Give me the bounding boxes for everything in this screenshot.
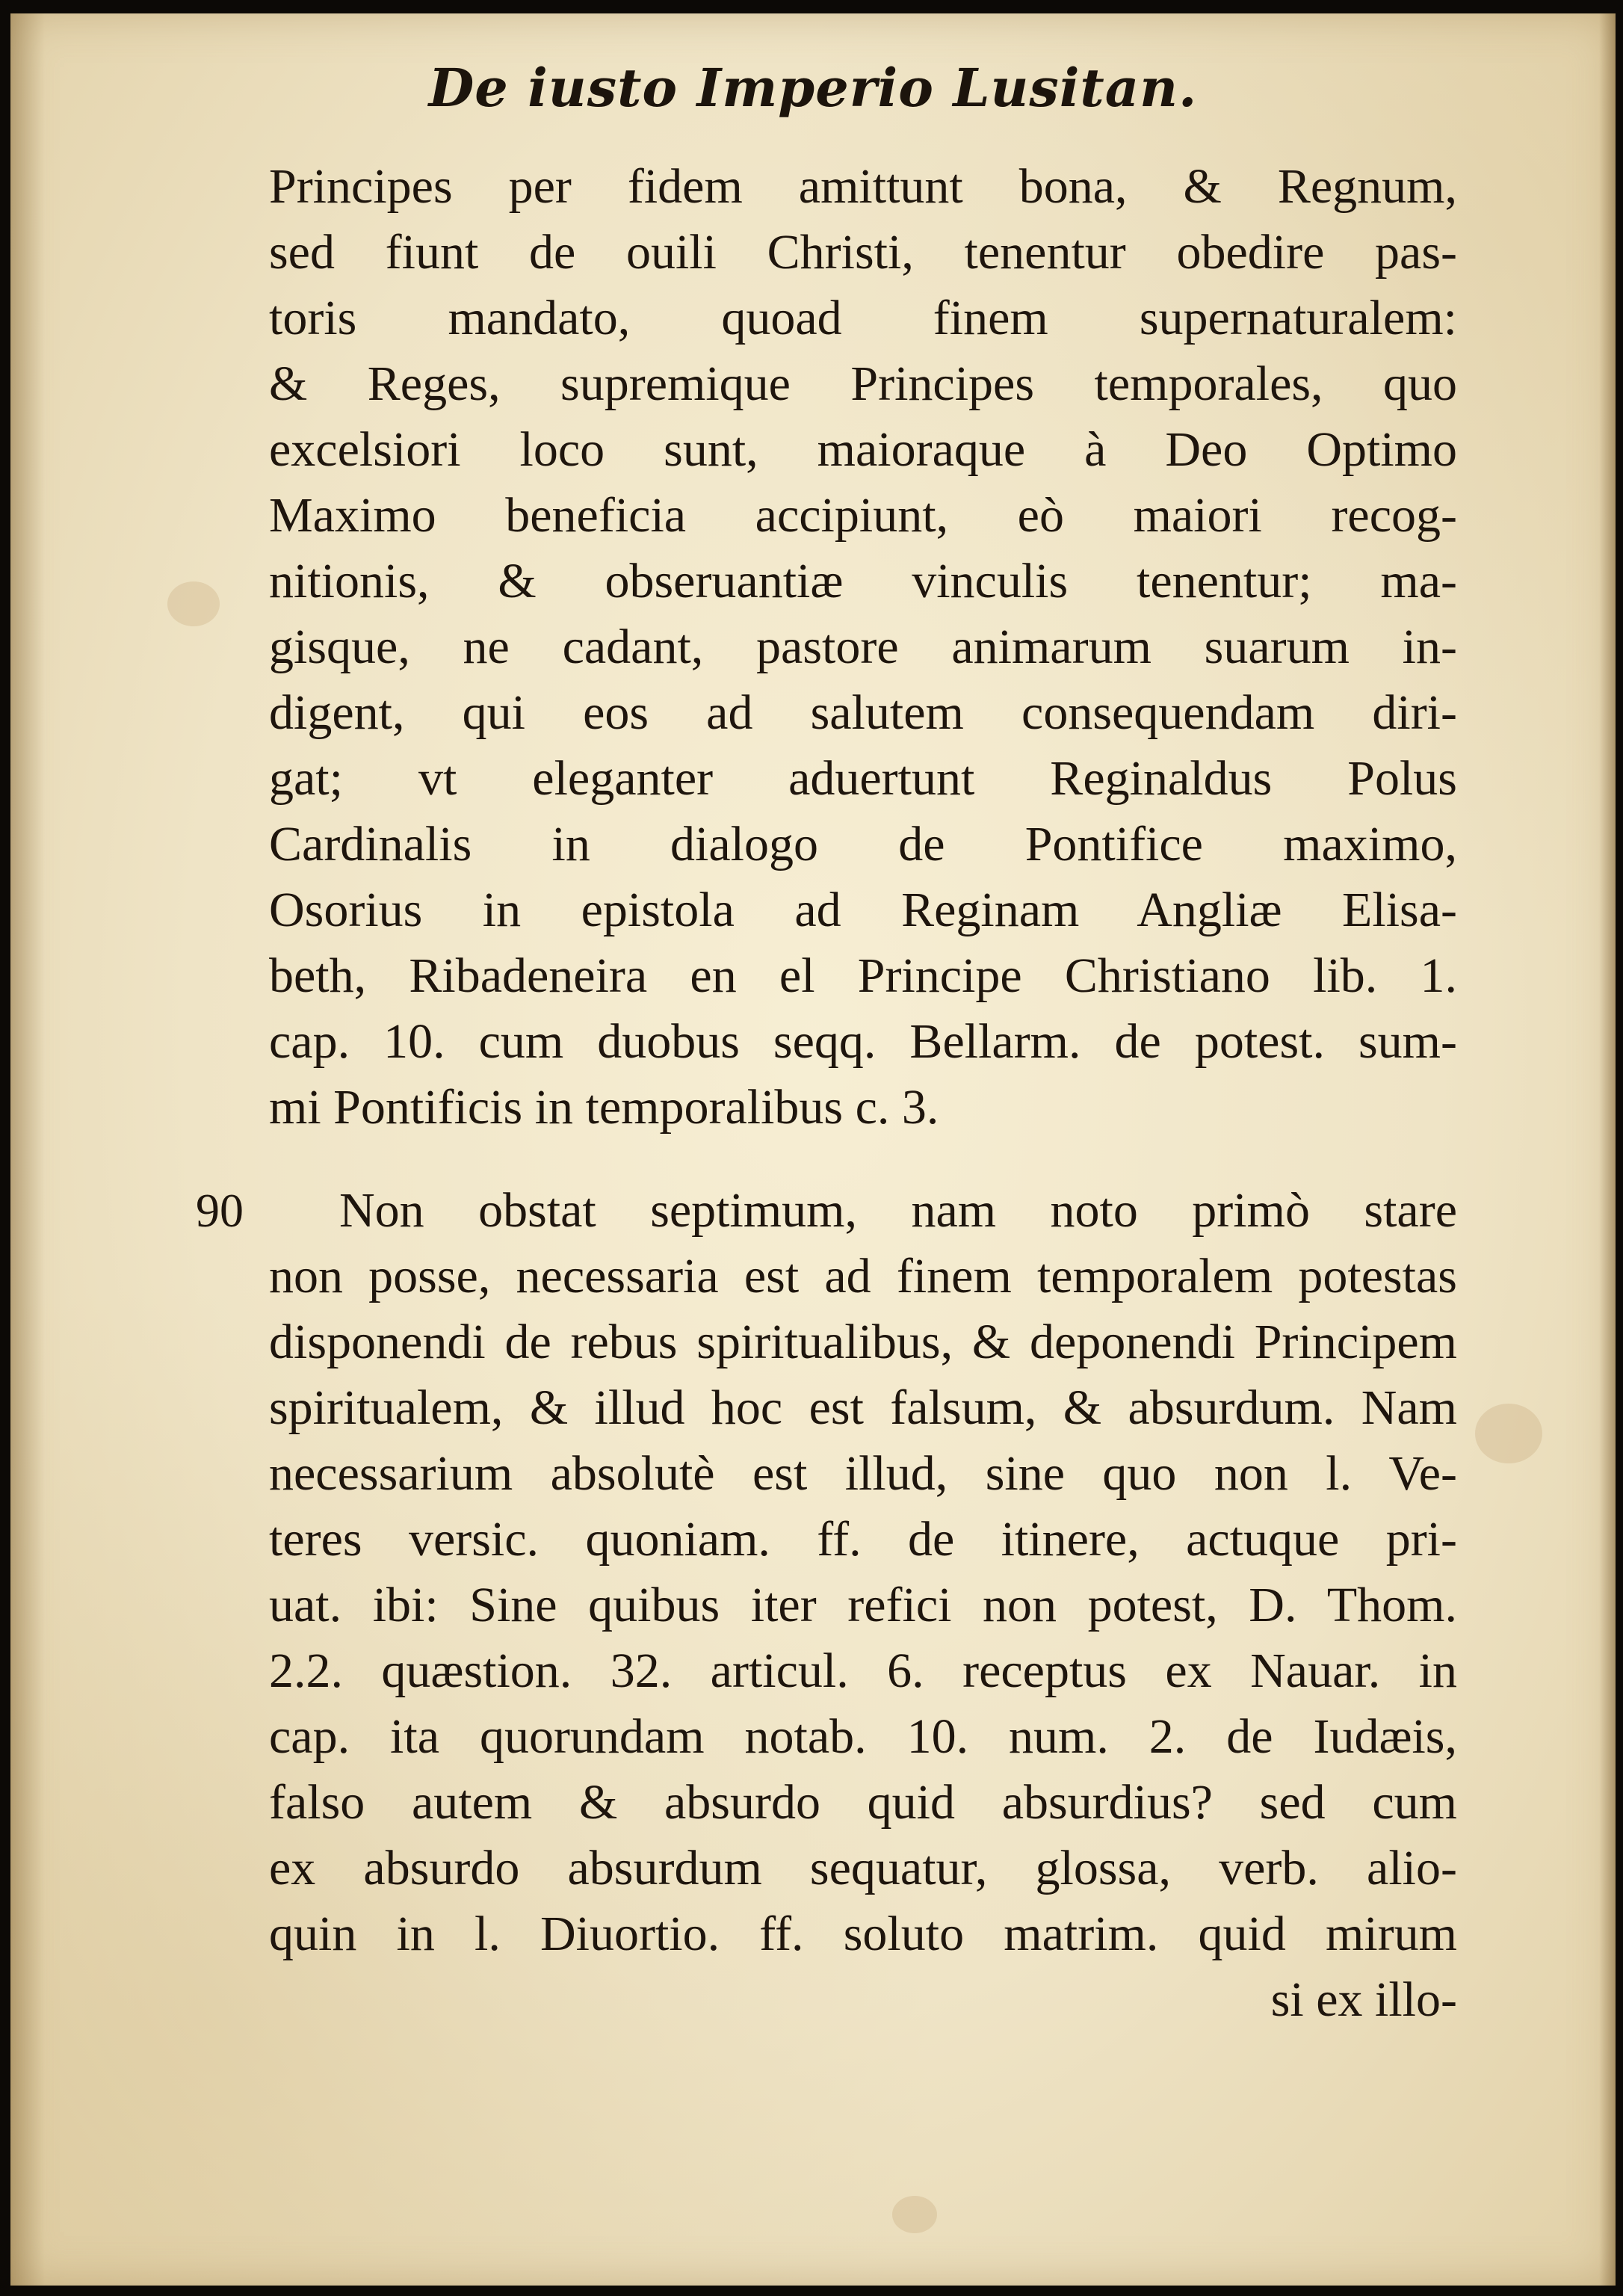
text-line: gisque, ne cadant, pastore animarum suarum in- (269, 620, 1457, 674)
text-line: necessarium absolutè est illud, sine quo non l. Ve- (269, 1446, 1457, 1501)
text-line: Maximo beneficia accipiunt, eò maiori recog- (269, 488, 1457, 543)
text-line: cap. ita quorundam notab. 10. num. 2. de Iudæis, (269, 1709, 1457, 1764)
text-line: ex absurdo absurdum sequatur, glossa, verb. alio- (269, 1841, 1457, 1895)
text-line: mi Pontificis in temporalibus c. 3. (269, 1080, 939, 1135)
text-line: nitionis, & obseruantiæ vinculis tenentur; ma- (269, 554, 1457, 608)
text-line: gat; vt eleganter aduertunt Reginaldus Polus (269, 751, 1457, 806)
text-line: spiritualem, & illud hoc est falsum, & absurdum. Nam (269, 1380, 1457, 1435)
text-line: sed fiunt de ouili Christi, tenentur obedire pas- (269, 225, 1457, 280)
margin-number: 90 (196, 1184, 244, 1237)
text-line: digent, qui eos ad salutem consequendam diri- (269, 685, 1457, 740)
body-text (10, 13, 1616, 2286)
text-line: falso autem & absurdo quid absurdius? sed cum (269, 1775, 1457, 1830)
book-page (10, 13, 1616, 2286)
text-line: cap. 10. cum duobus seqq. Bellarm. de potest. sum- (269, 1014, 1457, 1069)
text-line: 2.2. quæstion. 32. articul. 6. receptus ex Nauar. in (269, 1644, 1457, 1698)
text-line: excelsiori loco sunt, maioraque à Deo Optimo (269, 422, 1457, 477)
text-line: toris mandato, quoad finem supernaturalem: (269, 291, 1457, 345)
text-line: Non obstat septimum, nam noto primò stare (339, 1183, 1457, 1238)
text-line: Osorius in epistola ad Reginam Angliæ Elisa- (269, 883, 1457, 937)
text-line: disponendi de rebus spiritualibus, & deponendi Principem (269, 1315, 1457, 1369)
text-line: Cardinalis in dialogo de Pontifice maximo, (269, 817, 1457, 871)
text-line: Principes per fidem amittunt bona, & Regnum, (269, 159, 1457, 214)
text-line: teres versic. quoniam. ff. de itinere, actuque pri- (269, 1512, 1457, 1567)
text-line: non posse, necessaria est ad finem temporalem potestas (269, 1249, 1457, 1303)
catchword: si ex illo- (1270, 1972, 1457, 2027)
running-head: De iusto Imperio Lusitan. (428, 57, 1198, 119)
text-line: uat. ibi: Sine quibus iter refici non potest, D. Thom. (269, 1578, 1457, 1632)
text-line: quin in l. Diuortio. ff. soluto matrim. quid mirum (269, 1907, 1457, 1961)
text-line: & Reges, supremique Principes temporales, quo (269, 357, 1457, 411)
text-line: beth, Ribadeneira en el Principe Christiano lib. 1. (269, 948, 1457, 1003)
